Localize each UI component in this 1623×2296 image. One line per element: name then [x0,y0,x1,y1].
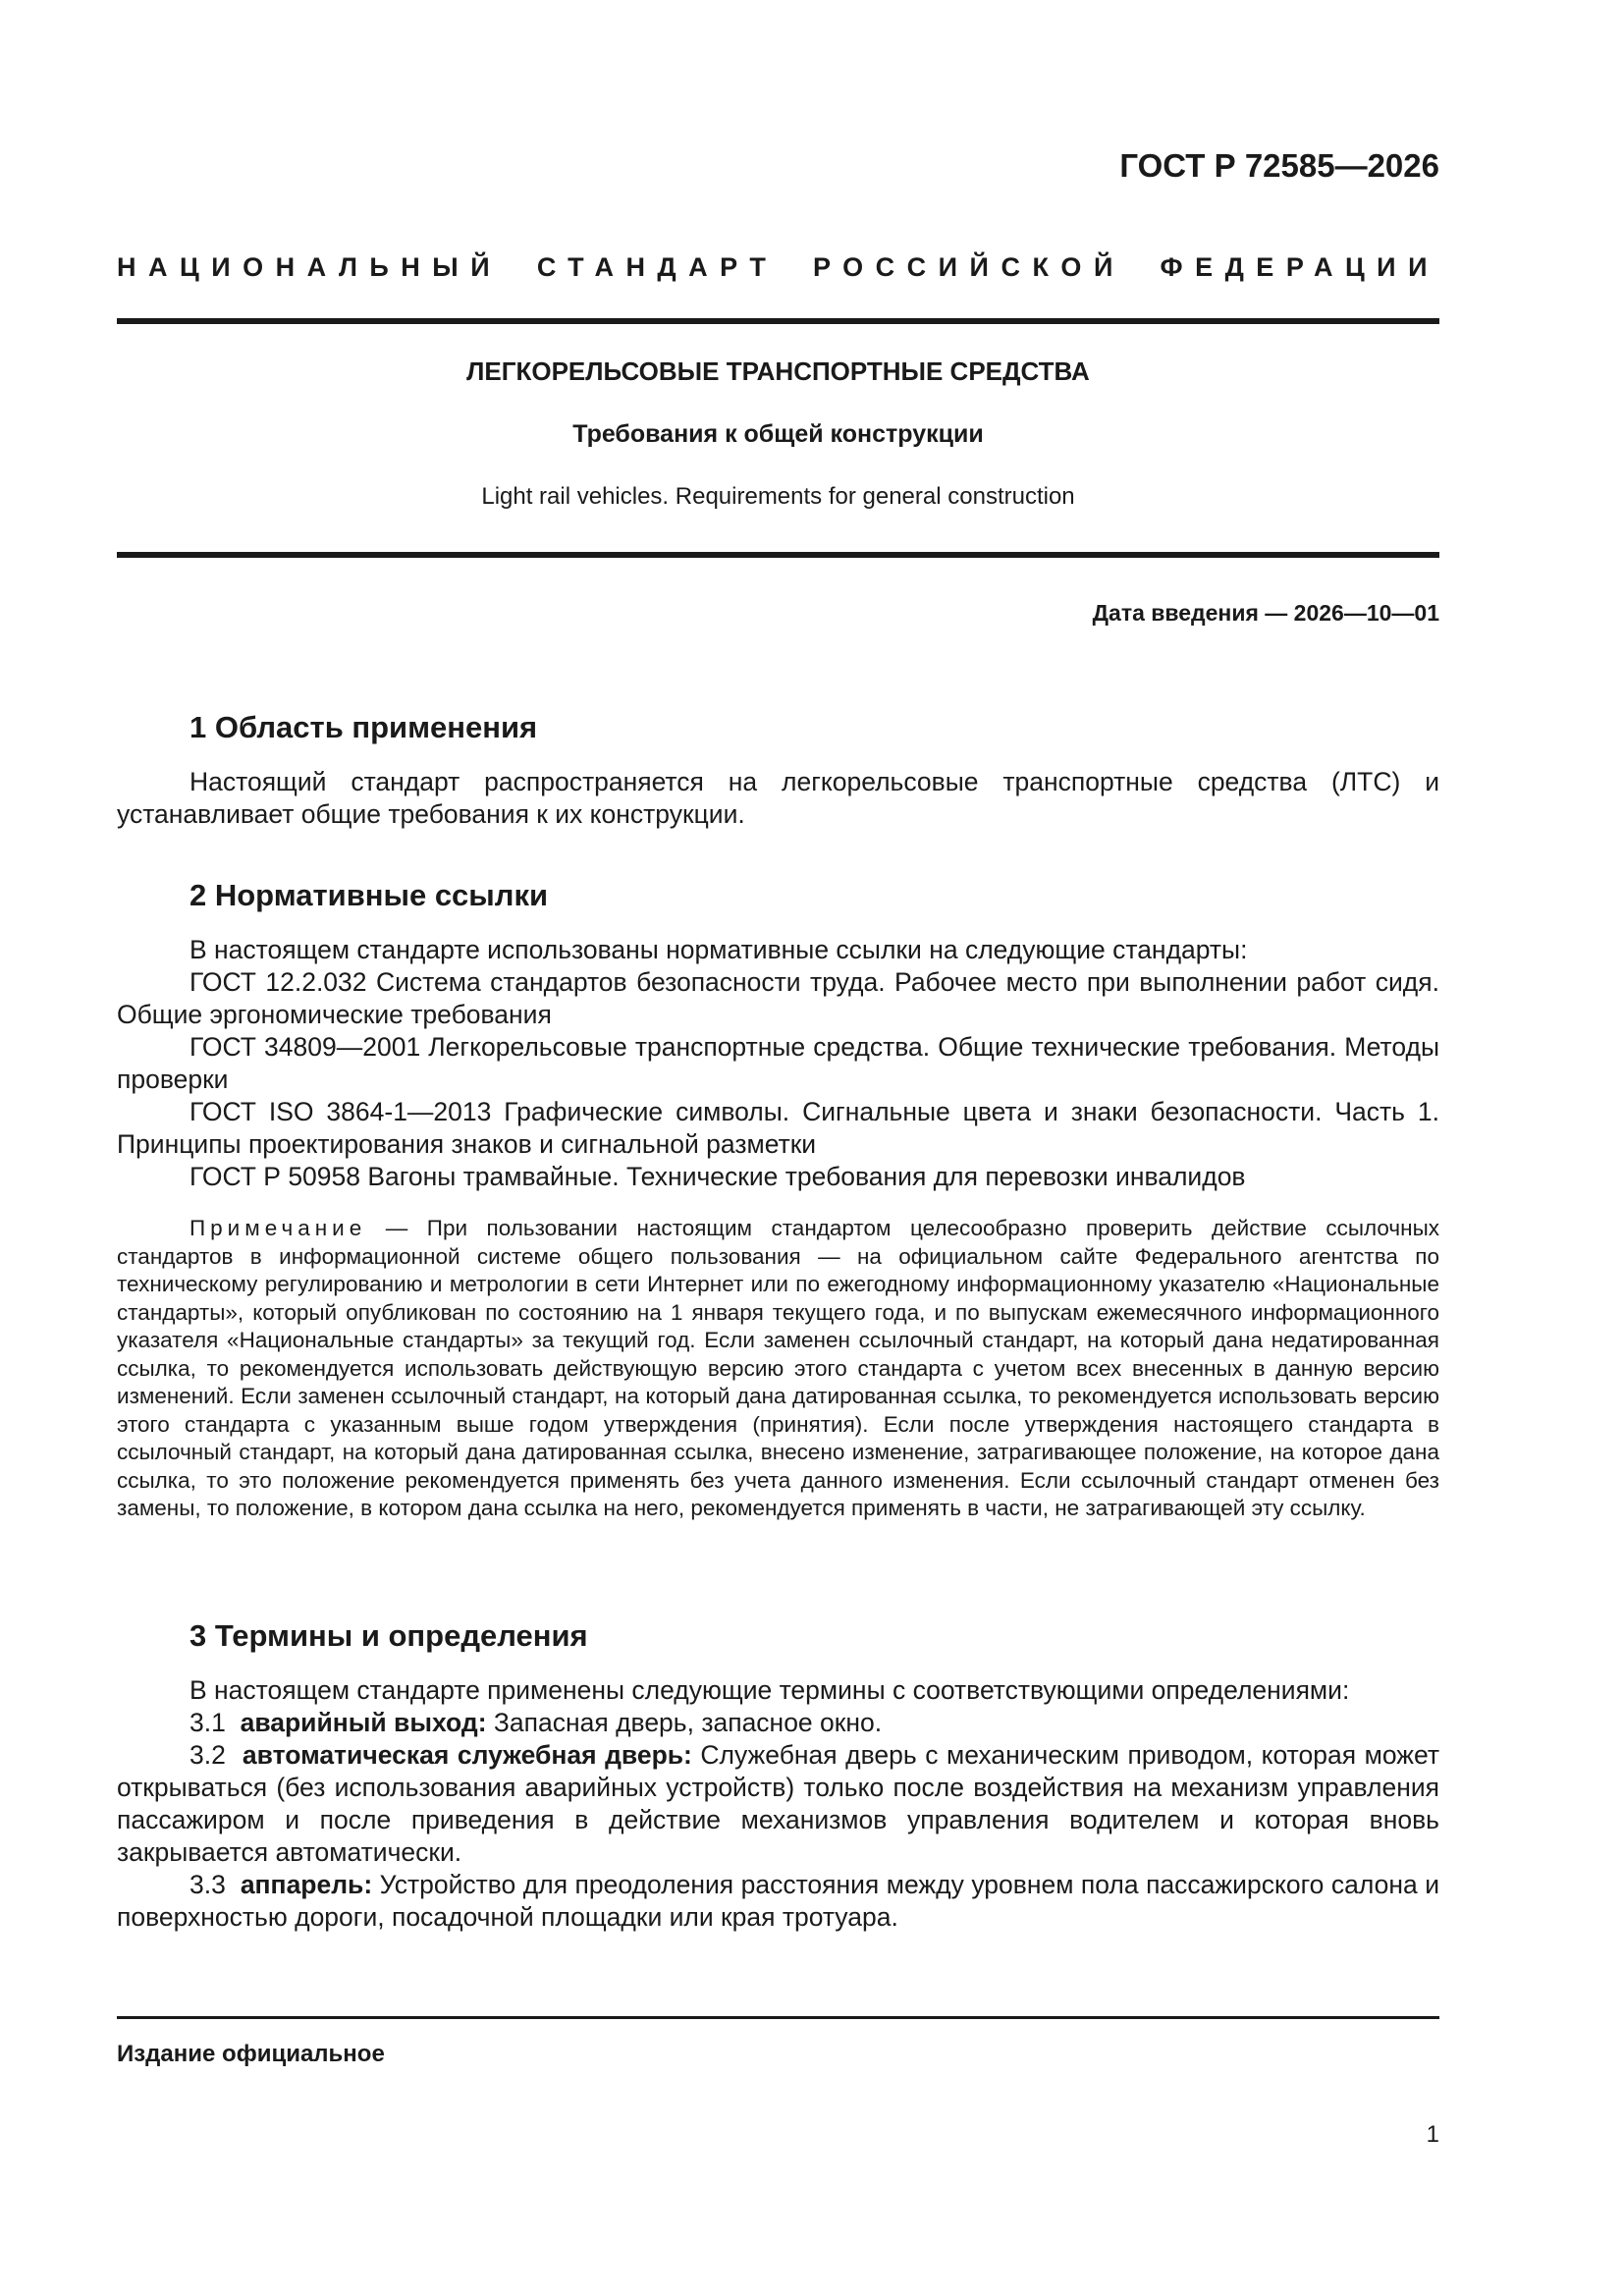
section-3-intro: В настоящем стандарте применены следующие термины с соответствующими определениями: [189,1675,1350,1705]
reference-item: ГОСТ 12.2.032 Система стандартов безопасности труда. Рабочее место при выполнении работ сидя. Общие эргономические требования [117,967,1439,1029]
section-2-heading: 2 Нормативные ссылки [189,878,549,912]
document-subtitle: Требования к общей конструкции [572,420,984,448]
section-1-body [117,766,1439,831]
english-title: Light rail vehicles. Requirements for general construction [481,483,1075,510]
term-entry [117,1739,1439,1869]
section-2-intro: В настоящем стандарте использованы нормативные ссылки на следующие стандарты: [189,935,1248,964]
section-3-heading: 3 Термины и определения [189,1618,588,1653]
footer-rule [117,2016,1439,2019]
page-number: 1 [1426,2121,1439,2148]
term-number: 3.1 [189,1708,226,1737]
term-definition: Запасная дверь, запасное окно. [486,1708,883,1737]
document-title: ЛЕГКОРЕЛЬСОВЫЕ ТРАНСПОРТНЫЕ СРЕДСТВА [466,356,1090,386]
term-entry [117,1707,1439,1739]
term-name: автоматическая служебная дверь: [242,1740,692,1770]
term-definition: Устройство для преодоления расстояния между уровнем пола пассажирского салона и поверхностью дороги, посадочной площадки или края тротуара. [117,1870,1440,1932]
term-number: 3.3 [189,1870,226,1899]
top-rule [117,318,1439,324]
term-number: 3.2 [189,1740,226,1770]
introduction-date: Дата введения — 2026—10—01 [1092,600,1439,626]
reference-item: ГОСТ ISO 3864-1—2013 Графические символы. Сигнальные цвета и знаки безопасности. Часть 1. Принципы проектирования знаков и сигнальной разметки [117,1097,1439,1159]
note-text: — При пользовании настоящим стандартом целесообразно проверить действие ссылочных стандартов в информационной системе общего пользования — на официальном сайте Федерального агентства по техническому регулированию и метрологии в сети Интернет или по ежегодному информационному указателю «Национальные стандарты», который опубликован по состоянию на 1 января текущего года, и по выпускам ежемесячного информационного указателя «Национальные стандарты» за текущий год. Если заменен ссылочный стандарт, на который дана недатированная ссылка, то рекомендуется использовать действующую версию этого стандарта с учетом всех внесенных в данную версию изменений. Если заменен ссылочный стандарт, на который дана датированная ссылка, то рекомендуется использовать версию этого стандарта с указанным выше годом утверждения (принятия). Если после утверждения настоящего стандарта в ссылочный стандарт, на который дана датированная ссылка, внесено изменение, затрагивающее положение, на которое дана ссылка, то это положение рекомендуется применять без учета данного изменения. Если ссылочный стандарт отменен без замены, то положение, в котором дана ссылка на него, рекомендуется применять в части, не затрагивающей эту ссылку. [117,1216,1439,1520]
section-1-text: Настоящий стандарт распространяется на легкорельсовые транспортные средства (ЛТС) и устанавливает общие требования к их конструкции. [117,767,1439,829]
section-1-heading: 1 Область применения [189,710,538,744]
official-edition-label: Издание официальное [117,2041,385,2067]
reference-item: ГОСТ Р 50958 Вагоны трамвайные. Технические требования для перевозки инвалидов [189,1162,1246,1191]
section-3-body [117,1674,1439,1934]
section-2-body [117,934,1439,1193]
document-page [117,0,1439,2296]
term-definition: Служебная дверь с механическим приводом, которая может открываться (без использования аварийных устройств) только после воздействия на механизм управления пассажиром и после приведения в действие механизмов управления водителем и которая вновь закрывается автоматически. [117,1740,1439,1867]
term-name: аварийный выход: [240,1708,487,1737]
reference-item: ГОСТ 34809—2001 Легкорельсовые транспортные средства. Общие технические требования. Методы проверки [117,1032,1439,1094]
title-rule [117,552,1439,558]
standard-designation: ГОСТ Р 72585—2026 [1119,147,1439,184]
note-label: Примечание [189,1216,367,1240]
term-entry [117,1869,1439,1934]
term-name: аппарель: [240,1870,373,1899]
note-paragraph [117,1215,1439,1523]
national-standard-banner: НАЦИОНАЛЬНЫЙ СТАНДАРТ РОССИЙСКОЙ ФЕДЕРАЦИИ [117,252,1439,282]
